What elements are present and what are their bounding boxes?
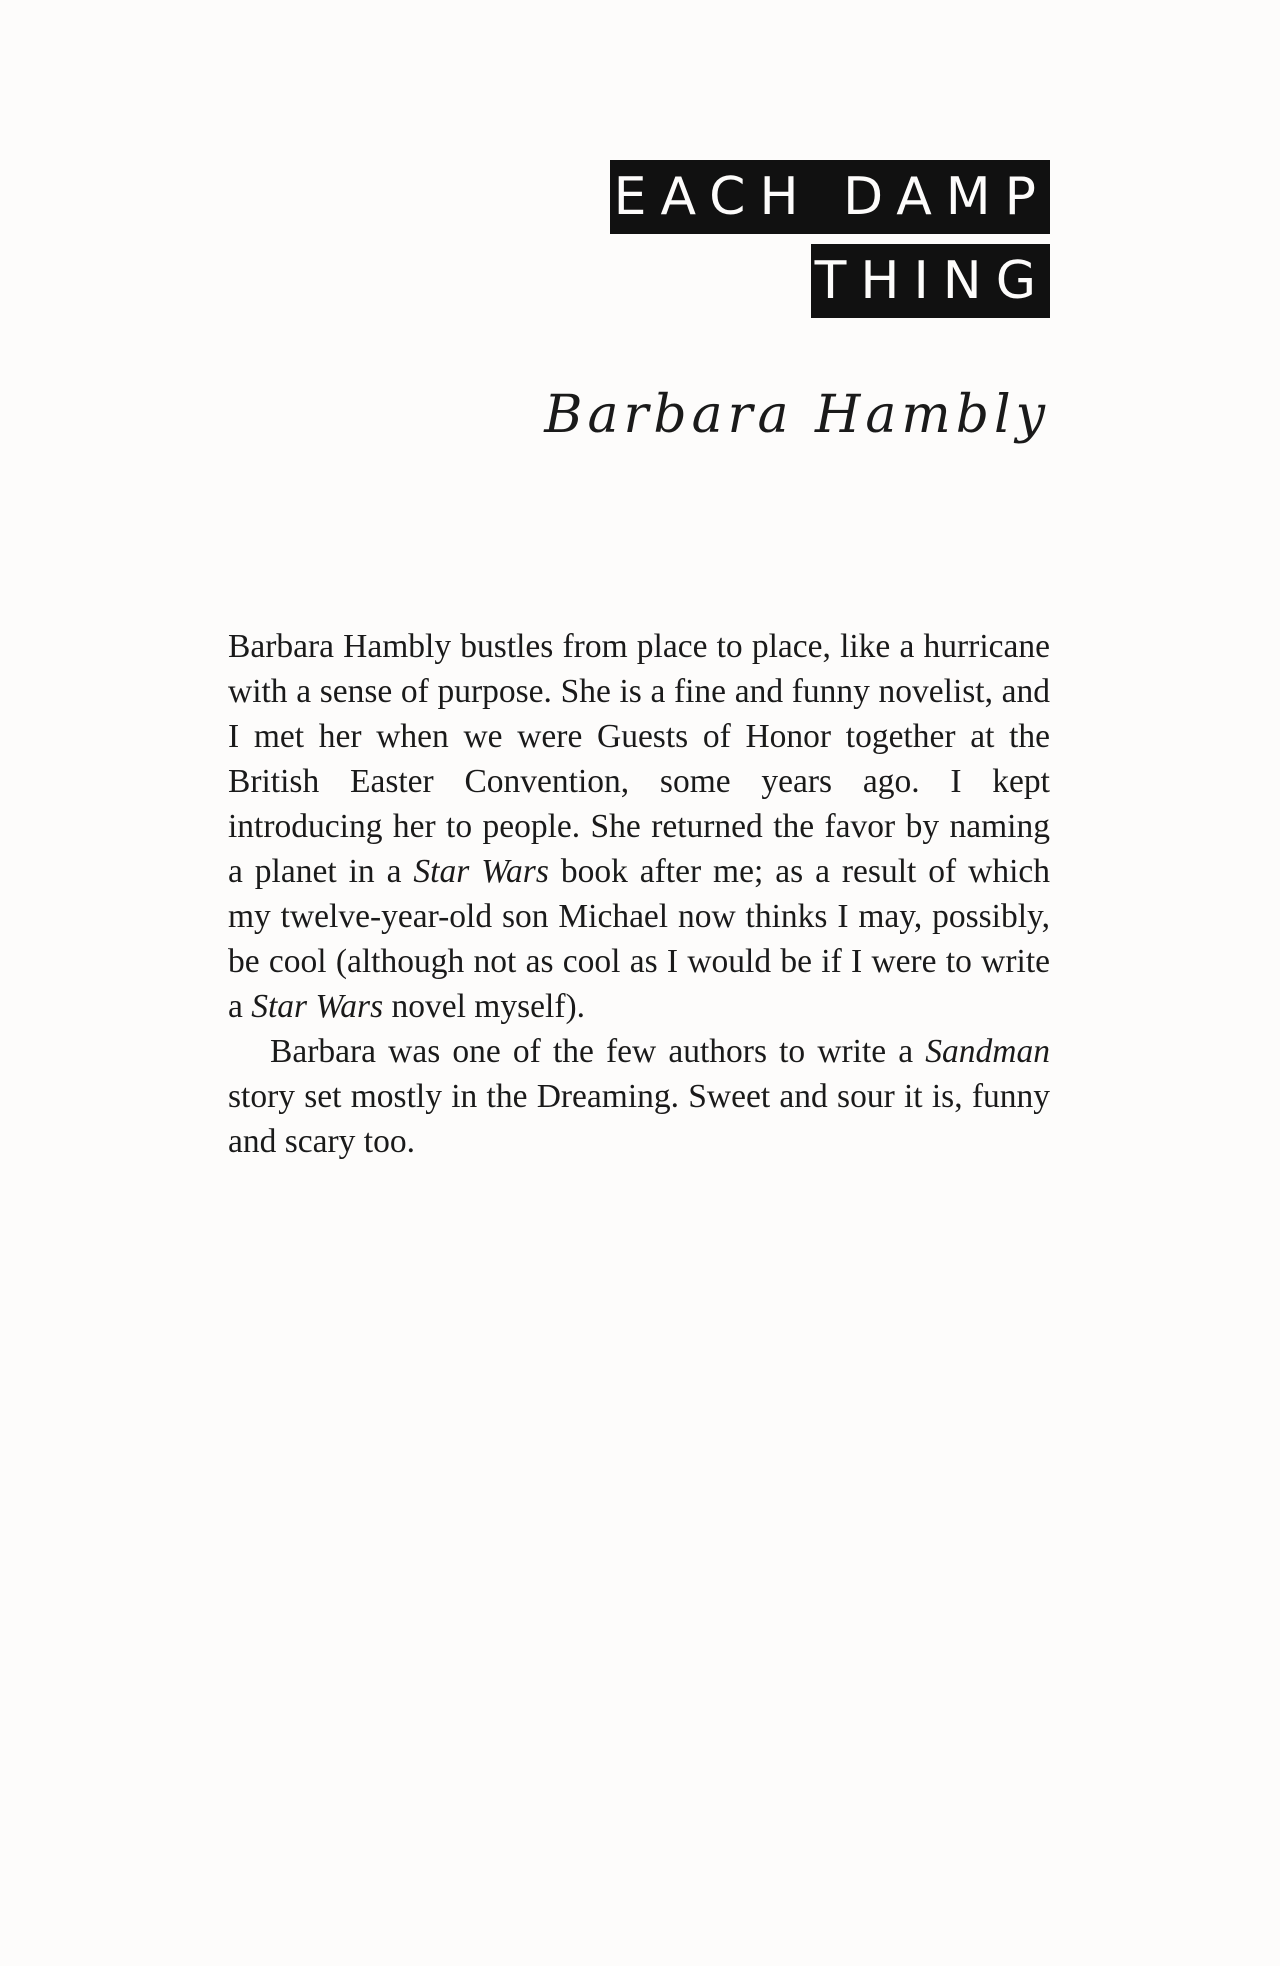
introduction-text	[228, 624, 1050, 1164]
story-title-line-2: THING	[811, 244, 1050, 318]
intro-paragraph-2	[228, 1029, 1050, 1164]
intro-p1-italic-1: Star Wars	[413, 853, 549, 890]
intro-p2-text-1: Barbara was one of the few authors to write a	[270, 1033, 926, 1070]
author-name: Barbara Hambly	[544, 385, 1050, 445]
intro-p1-italic-2: Star Wars	[251, 988, 384, 1025]
story-title-line-1: EACH DAMP	[610, 160, 1050, 234]
intro-p1-text-2: book after me; as a result of which my twelve-year-old son Michael now thinks I may, possibly, be cool (although not as cool as I would be if I were to write a	[228, 853, 1050, 1025]
intro-p2-italic-1: Sandman	[925, 1033, 1050, 1070]
story-title	[610, 160, 1050, 328]
intro-paragraph-1	[228, 624, 1050, 1029]
intro-p2-text-2: story set mostly in the Dreaming. Sweet and sour it is, funny and scary too.	[228, 1078, 1050, 1160]
intro-p1-text-3: novel myself).	[383, 988, 586, 1025]
intro-p1-text-1: Barbara Hambly bustles from place to place, like a hurricane with a sense of purpose. She is a fine and funny novelist, and I met her when we were Guests of Honor together at the British Easter Convention, some years ago. I kept introducing her to people. She returned the favor by naming a planet in a	[228, 628, 1050, 890]
